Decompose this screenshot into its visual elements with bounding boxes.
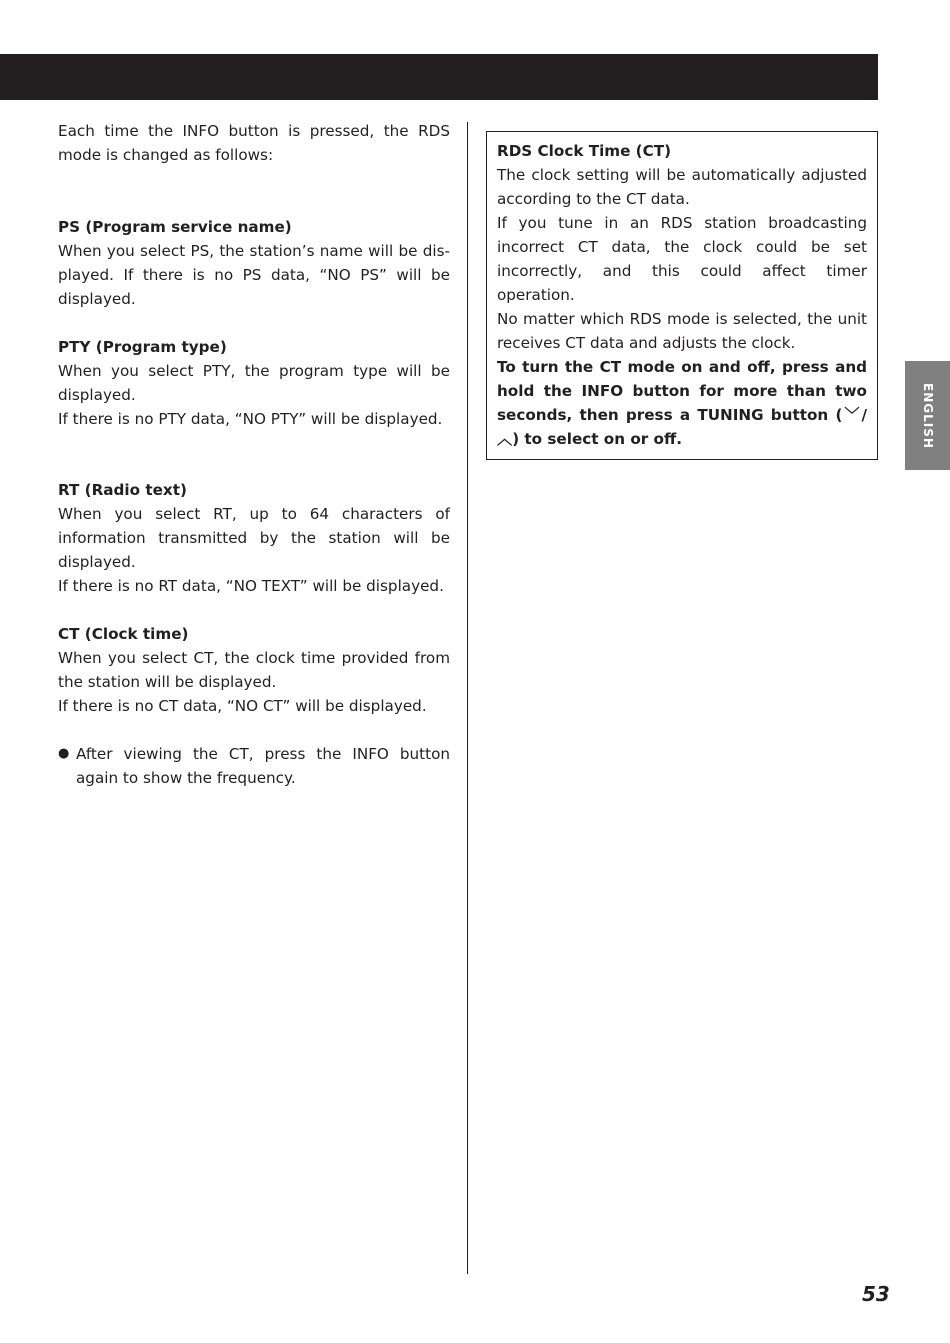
box-heading: RDS Clock Time (CT) — [497, 142, 672, 160]
box-paragraph: No matter which RDS mode is selected, the unit receives CT data and adjusts the clock. — [497, 310, 867, 352]
section-text: If there is no PTY data, “NO PTY” will be displayed. — [58, 410, 443, 428]
left-column — [58, 119, 450, 787]
page-number: 53 — [862, 1282, 890, 1306]
box-paragraph: The clock setting will be automatically adjusted according to the CT data. — [497, 166, 867, 208]
section-text: When you select PS, the station’s name will be dis-played. If there is no PS data, “NO PS” will be displayed. — [58, 242, 450, 308]
section-text: If there is no RT data, “NO TEXT” will be displayed. — [58, 577, 444, 595]
language-tab — [905, 361, 950, 470]
section-heading: RT (Radio text) — [58, 481, 187, 499]
bullet-note — [58, 742, 450, 790]
ct-info-box — [486, 131, 878, 460]
section-text: When you select CT, the clock time provided from the station will be displayed. — [58, 649, 450, 691]
section-ps — [58, 215, 450, 311]
box-paragraph: If you tune in an RDS station broadcasting incorrect CT data, the clock could be set incorrectly, and this could affect timer operation. — [497, 214, 867, 304]
section-pty — [58, 335, 450, 431]
section-text: When you select RT, up to 64 characters of information transmitted by the station will be displayed. — [58, 505, 450, 571]
section-text: When you select PTY, the program type will be displayed. — [58, 362, 450, 404]
header-bar — [0, 54, 878, 100]
bullet-icon: ● — [58, 746, 70, 761]
intro-text: Each time the INFO button is pressed, the RDS mode is changed as follows: — [58, 122, 450, 164]
box-bold-note: To turn the CT mode on and off, press and hold the INFO button for more than two seconds, then press a TUNING button (﹀/︿) to select on or off. — [497, 358, 867, 448]
section-ct — [58, 622, 450, 718]
section-text: If there is no CT data, “NO CT” will be displayed. — [58, 697, 427, 715]
section-heading: PTY (Program type) — [58, 338, 227, 356]
section-heading: CT (Clock time) — [58, 625, 189, 643]
language-tab-label: ENGLISH — [920, 382, 935, 449]
section-heading: PS (Program service name) — [58, 218, 292, 236]
section-rt — [58, 478, 450, 598]
column-divider — [467, 122, 468, 1274]
bullet-text: After viewing the CT, press the INFO button again to show the frequency. — [76, 745, 450, 787]
